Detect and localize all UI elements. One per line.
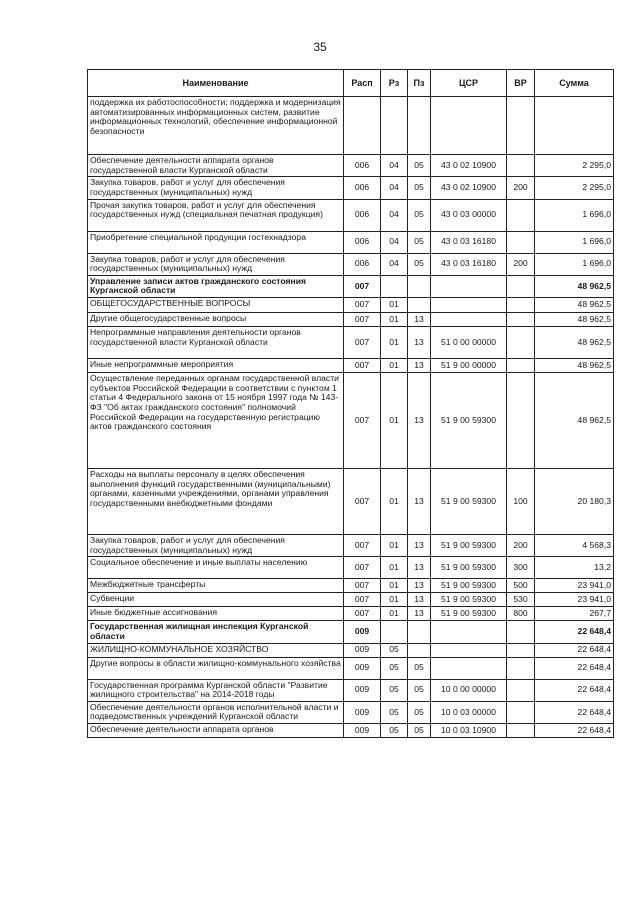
table-row (88, 557, 614, 579)
row-csr: 51 0 00 00000 (431, 327, 507, 359)
table-header-row (88, 70, 614, 97)
row-pz: 13 (408, 535, 431, 557)
row-rasp: 007 (344, 557, 381, 579)
row-vr (507, 359, 535, 373)
row-pz (408, 298, 431, 313)
row-pz: 05 (408, 231, 431, 253)
row-pz (408, 97, 431, 155)
row-rasp: 009 (344, 643, 381, 657)
row-csr (431, 298, 507, 313)
row-rz: 01 (381, 469, 408, 535)
row-pz (408, 621, 431, 643)
row-rasp: 007 (344, 359, 381, 373)
row-vr (507, 373, 535, 469)
row-pz: 05 (408, 155, 431, 177)
budget-table (87, 69, 614, 738)
table-row (88, 97, 614, 155)
row-csr: 51 9 00 59300 (431, 579, 507, 593)
row-vr (507, 97, 535, 155)
row-csr (431, 621, 507, 643)
row-sum: 2 295,0 (535, 177, 614, 199)
row-rz: 05 (381, 643, 408, 657)
table-row (88, 724, 614, 738)
row-csr (431, 643, 507, 657)
row-name: Осуществление переданных органам государственной власти субъектов Российской Федерации в соответствии с пунктом 1 статьи 4 Федерального закона от 15 ноября 1997 года № 143-ФЗ "Об актах гражданского состояния" полномочий Российской Федерации на государственную регистрацию актов гражданского состояния (88, 373, 344, 469)
row-rz: 04 (381, 177, 408, 199)
row-rz: 05 (381, 679, 408, 701)
row-name: Государственная программа Курганской области "Развитие жилищного строительства" на 2014-2018 годы (88, 679, 344, 701)
row-vr (507, 724, 535, 738)
row-vr: 100 (507, 469, 535, 535)
row-pz: 05 (408, 657, 431, 679)
row-pz: 13 (408, 313, 431, 327)
row-rasp: 006 (344, 231, 381, 253)
row-vr (507, 313, 535, 327)
row-pz: 05 (408, 199, 431, 231)
row-sum: 1 696,0 (535, 199, 614, 231)
row-name: Прочая закупка товаров, работ и услуг для обеспечения государственных нужд (специальная печатная продукция) (88, 199, 344, 231)
row-csr: 43 0 03 00000 (431, 199, 507, 231)
row-vr: 300 (507, 557, 535, 579)
row-rz: 01 (381, 298, 408, 313)
row-vr (507, 231, 535, 253)
row-pz: 13 (408, 359, 431, 373)
row-csr (431, 313, 507, 327)
row-sum (535, 97, 614, 155)
row-sum: 48 962,5 (535, 313, 614, 327)
row-sum: 2 295,0 (535, 155, 614, 177)
row-pz (408, 275, 431, 297)
row-rasp: 007 (344, 327, 381, 359)
table-row (88, 621, 614, 643)
row-csr: 51 9 00 59300 (431, 373, 507, 469)
row-pz: 13 (408, 469, 431, 535)
row-pz: 13 (408, 579, 431, 593)
row-sum: 48 962,5 (535, 327, 614, 359)
row-rasp: 009 (344, 621, 381, 643)
row-pz: 05 (408, 253, 431, 275)
header-rasp: Расп (344, 70, 381, 97)
row-name: ЖИЛИЩНО-КОММУНАЛЬНОЕ ХОЗЯЙСТВО (88, 643, 344, 657)
row-vr: 200 (507, 253, 535, 275)
row-vr (507, 621, 535, 643)
row-sum: 22 648,4 (535, 679, 614, 701)
row-rasp (344, 97, 381, 155)
row-rz: 04 (381, 253, 408, 275)
row-rz: 04 (381, 231, 408, 253)
row-rz (381, 621, 408, 643)
row-rz: 01 (381, 593, 408, 607)
row-rz: 01 (381, 359, 408, 373)
row-vr: 800 (507, 607, 535, 621)
header-rz: Рз (381, 70, 408, 97)
row-name: Иные бюджетные ассигнования (88, 607, 344, 621)
row-csr (431, 275, 507, 297)
table-row (88, 469, 614, 535)
row-rz: 01 (381, 535, 408, 557)
header-csr: ЦСР (431, 70, 507, 97)
row-vr (507, 657, 535, 679)
row-vr (507, 155, 535, 177)
table-row (88, 593, 614, 607)
row-name: Обеспечение деятельности аппарата органов государственной власти Курганской области (88, 155, 344, 177)
row-csr: 51 9 00 59300 (431, 535, 507, 557)
row-rasp: 007 (344, 579, 381, 593)
table-row (88, 579, 614, 593)
row-sum: 48 962,5 (535, 359, 614, 373)
row-name: Другие вопросы в области жилищно-коммунального хозяйства (88, 657, 344, 679)
row-csr: 10 0 00 00000 (431, 679, 507, 701)
row-rasp: 007 (344, 373, 381, 469)
row-name: Управление записи актов гражданского состояния Курганской области (88, 275, 344, 297)
table-row (88, 231, 614, 253)
row-rasp: 006 (344, 155, 381, 177)
row-name: Государственная жилищная инспекция Курганской области (88, 621, 344, 643)
row-vr (507, 275, 535, 297)
table-row (88, 275, 614, 297)
row-pz: 05 (408, 724, 431, 738)
row-csr: 43 0 03 16180 (431, 253, 507, 275)
row-csr: 43 0 03 16180 (431, 231, 507, 253)
row-rasp: 009 (344, 724, 381, 738)
row-rz: 01 (381, 327, 408, 359)
row-rz: 05 (381, 657, 408, 679)
row-csr: 51 9 00 59300 (431, 557, 507, 579)
header-pz: Пз (408, 70, 431, 97)
table-row (88, 298, 614, 313)
header-vr: ВР (507, 70, 535, 97)
row-sum: 48 962,5 (535, 298, 614, 313)
row-rasp: 009 (344, 701, 381, 723)
page-number: 35 (313, 40, 327, 54)
row-rasp: 007 (344, 275, 381, 297)
row-rz (381, 97, 408, 155)
table-row (88, 373, 614, 469)
row-vr (507, 679, 535, 701)
table-row (88, 359, 614, 373)
row-sum: 22 648,4 (535, 643, 614, 657)
row-rasp: 007 (344, 607, 381, 621)
row-csr: 51 9 00 00000 (431, 359, 507, 373)
table-row (88, 535, 614, 557)
row-name: Закупка товаров, работ и услуг для обеспечения государственных (муниципальных) нужд (88, 253, 344, 275)
table-row (88, 679, 614, 701)
row-vr: 200 (507, 177, 535, 199)
row-rz (381, 275, 408, 297)
row-csr: 51 9 00 59300 (431, 593, 507, 607)
row-vr (507, 199, 535, 231)
row-pz: 05 (408, 679, 431, 701)
row-pz: 13 (408, 593, 431, 607)
table-row (88, 313, 614, 327)
row-rasp: 006 (344, 199, 381, 231)
row-name: поддержка их работоспособности; поддержка и модернизация автоматизированных информационных систем, развитие информационных технологий, обеспечение информационной безопасности (88, 97, 344, 155)
row-vr (507, 643, 535, 657)
row-vr: 200 (507, 535, 535, 557)
row-rz: 04 (381, 199, 408, 231)
row-sum: 4 568,3 (535, 535, 614, 557)
row-sum: 267,7 (535, 607, 614, 621)
table-row (88, 607, 614, 621)
row-rasp: 007 (344, 535, 381, 557)
row-name: Иные непрограммные мероприятия (88, 359, 344, 373)
row-sum: 22 648,4 (535, 724, 614, 738)
row-name: Обеспечение деятельности органов исполнительной власти и подведомственных учреждений Курганской области (88, 701, 344, 723)
row-vr: 500 (507, 579, 535, 593)
row-pz: 13 (408, 373, 431, 469)
row-name: Непрограммные направления деятельности органов государственной власти Курганской области (88, 327, 344, 359)
row-csr: 43 0 02 10900 (431, 155, 507, 177)
table-row (88, 657, 614, 679)
row-csr: 51 9 00 59300 (431, 607, 507, 621)
row-rz: 05 (381, 724, 408, 738)
table-row (88, 327, 614, 359)
row-csr: 10 0 03 00000 (431, 701, 507, 723)
row-rasp: 007 (344, 298, 381, 313)
row-sum: 48 962,5 (535, 373, 614, 469)
row-sum: 13,2 (535, 557, 614, 579)
table-row (88, 643, 614, 657)
row-pz: 13 (408, 327, 431, 359)
row-name: Закупка товаров, работ и услуг для обеспечения государственных (муниципальных) нужд (88, 177, 344, 199)
row-name: Другие общегосударственные вопросы (88, 313, 344, 327)
row-csr: 43 0 02 10900 (431, 177, 507, 199)
row-sum: 23 941,0 (535, 593, 614, 607)
row-rasp: 006 (344, 177, 381, 199)
row-rz: 01 (381, 557, 408, 579)
row-name: ОБЩЕГОСУДАРСТВЕННЫЕ ВОПРОСЫ (88, 298, 344, 313)
row-csr: 51 9 00 59300 (431, 469, 507, 535)
row-sum: 1 696,0 (535, 231, 614, 253)
row-name: Обеспечение деятельности аппарата органов (88, 724, 344, 738)
table-row (88, 177, 614, 199)
row-pz: 13 (408, 607, 431, 621)
row-csr: 10 0 03 10900 (431, 724, 507, 738)
row-name: Закупка товаров, работ и услуг для обеспечения государственных (муниципальных) нужд (88, 535, 344, 557)
table-row (88, 701, 614, 723)
row-sum: 48 962,5 (535, 275, 614, 297)
table-row (88, 253, 614, 275)
row-rz: 01 (381, 373, 408, 469)
row-name: Социальное обеспечение и иные выплаты населению (88, 557, 344, 579)
row-rasp: 009 (344, 657, 381, 679)
row-rz: 01 (381, 579, 408, 593)
row-vr: 530 (507, 593, 535, 607)
row-name: Межбюджетные трансферты (88, 579, 344, 593)
row-sum: 22 648,4 (535, 657, 614, 679)
row-sum: 20 180,3 (535, 469, 614, 535)
row-name: Расходы на выплаты персоналу в целях обеспечения выполнения функций государственными (муниципальными) органами, казенными учреждениями, органами управления государственными внебюджетными фондами (88, 469, 344, 535)
row-name: Приобретение специальной продукции гостехнадзора (88, 231, 344, 253)
row-vr (507, 327, 535, 359)
row-csr (431, 97, 507, 155)
row-pz: 13 (408, 557, 431, 579)
header-sum: Сумма (535, 70, 614, 97)
row-csr (431, 657, 507, 679)
row-rasp: 007 (344, 593, 381, 607)
row-rz: 04 (381, 155, 408, 177)
row-rasp: 007 (344, 313, 381, 327)
row-sum: 23 941,0 (535, 579, 614, 593)
row-rasp: 007 (344, 469, 381, 535)
row-rz: 01 (381, 313, 408, 327)
row-pz: 05 (408, 701, 431, 723)
row-rasp: 009 (344, 679, 381, 701)
row-sum: 1 696,0 (535, 253, 614, 275)
row-sum: 22 648,4 (535, 701, 614, 723)
row-vr (507, 701, 535, 723)
table-row (88, 155, 614, 177)
row-rz: 01 (381, 607, 408, 621)
row-name: Субвенции (88, 593, 344, 607)
row-rz: 05 (381, 701, 408, 723)
row-sum: 22 648,4 (535, 621, 614, 643)
header-name: Наименование (88, 70, 344, 97)
row-vr (507, 298, 535, 313)
row-pz (408, 643, 431, 657)
row-rasp: 006 (344, 253, 381, 275)
row-pz: 05 (408, 177, 431, 199)
table-row (88, 199, 614, 231)
table-body (88, 97, 614, 738)
